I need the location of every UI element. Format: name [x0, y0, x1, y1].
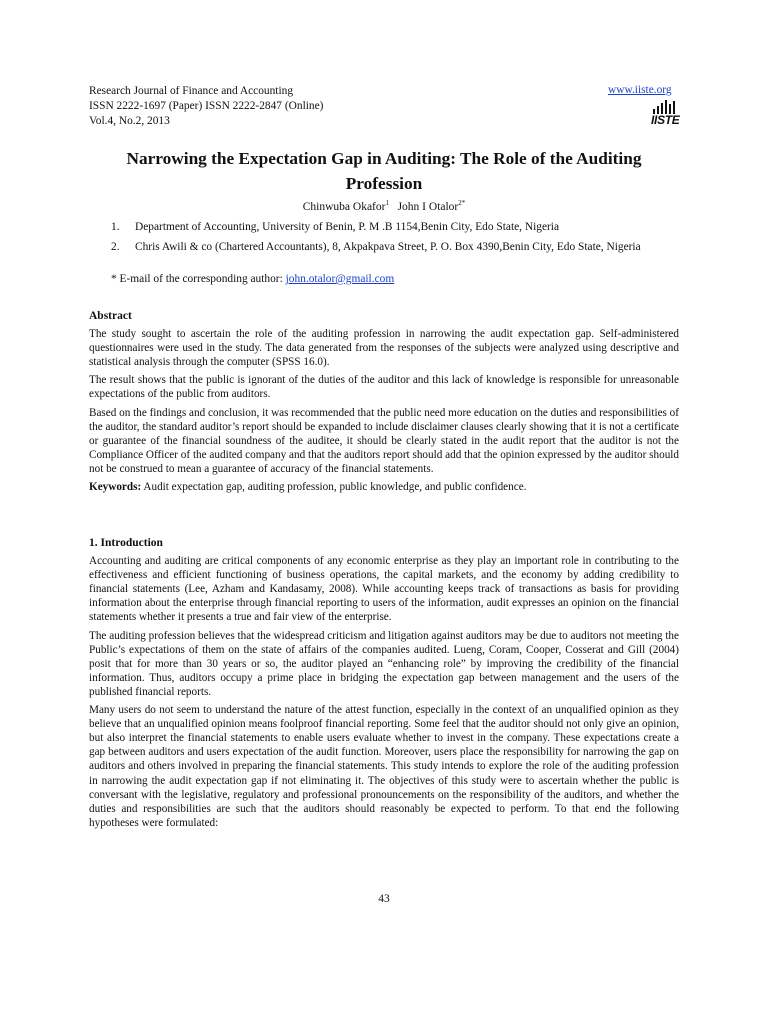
- journal-url-link[interactable]: www.iiste.org: [608, 84, 672, 96]
- logo-bars-icon: [653, 100, 679, 114]
- abstract-paragraph-3: Based on the findings and conclusion, it was recommended that the public need more education on the duties and responsibilities of the auditor, the standard auditor’s report should be expanded to include disclaimer clauses clearly showing that it is not a certificate or guarantee of the financial soundness of the auditee, it should be clearly stated in the audit report that the auditor is not the Compliance Officer of the audited company and that the auditors report should add that the opinion expressed by the auditor should not be construed to mean a guarantee of accuracy of the financial statements.: [89, 406, 679, 475]
- affiliation-1: [111, 220, 679, 234]
- affiliation-text: Department of Accounting, University of Benin, P. M .B 1154,Benin City, Edo State, Nigeria: [135, 221, 560, 233]
- introduction-section: [89, 536, 679, 834]
- abstract-paragraph-2: The result shows that the public is ignorant of the duties of the auditor and this lack of knowledge is responsible for unreasonable expectations of the public from auditors.: [89, 374, 679, 401]
- author-line: [100, 199, 668, 213]
- abstract-paragraph-1: The study sought to ascertain the role of the auditing profession in narrowing the audit expectation gap. Self-administered questionnaires were used in the study. The data generated from the responses of the subjects were analyzed using descriptive and statistical analysis through the computer (SPSS 16.0).: [89, 328, 679, 369]
- keywords: [89, 480, 679, 494]
- author-1-sup: 1: [385, 199, 389, 207]
- journal-name: Research Journal of Finance and Accounting: [89, 85, 294, 97]
- iiste-logo: [651, 100, 679, 128]
- paper-title: Narrowing the Expectation Gap in Auditing: The Role of the Auditing Profession: [126, 149, 642, 193]
- corresponding-email: [111, 273, 394, 285]
- email-link[interactable]: john.otalor@gmail.com: [285, 273, 395, 285]
- abstract-heading: Abstract: [89, 310, 132, 322]
- journal-volume: Vol.4, No.2, 2013: [89, 115, 170, 127]
- introduction-heading: 1. Introduction: [89, 537, 163, 549]
- affiliation-number: 2.: [111, 241, 120, 253]
- author-2: John I Otalor: [397, 200, 459, 213]
- introduction-paragraph-3: Many users do not seem to understand the nature of the attest function, especially in the context of an unqualified opinion as they believe that an unqualified opinion means foolproof financial reporting. Some feel that the auditor should not only give an opinion, but also interpret the financial statements to enable users evaluate whether to invest in the company. These expectations create a gap between auditors and users expectation of the audit function. Moreover, users place the responsibility for narrowing the gap on auditors and others involved in preparing the financial statements. This study intends to explore the role of the auditing profession in narrowing the audit expectation gap if not eliminating it. The objectives of this study were to ascertain whether the public is conversant with the legislative, regulatory and professional pronouncements on the responsibility of the auditors, and whether the duties and responsibilities are such that the auditors should reasonably be expected to perform. To that end the following hypotheses were formulated:: [89, 704, 679, 829]
- logo-text: IISTE: [651, 113, 680, 127]
- keywords-text: Audit expectation gap, auditing profession, public knowledge, and public confidence.: [143, 481, 527, 494]
- journal-header: [89, 84, 323, 129]
- page-number: 43: [378, 893, 390, 905]
- introduction-paragraph-2: The auditing profession believes that the widespread criticism and litigation against auditors may be due to auditors not meeting the Public’s expectations of them on the state of affairs of the companies audited. Lueng, Coram, Cooper, Cosserat and Gill (2004) posit that for more than 30 years or so, the auditor played an “enhancing role” by improving the credibility of the financial information. Thus, auditors occupy a prime place in bridging the expectation gap between management and the users of the published financial reports.: [89, 629, 679, 698]
- affiliation-text: Chris Awili & co (Chartered Accountants), 8, Akpakpava Street, P. O. Box 4390,Benin City, Edo State, Nigeria: [135, 241, 641, 253]
- email-label: * E-mail of the corresponding author:: [111, 273, 283, 285]
- author-2-sup: 2*: [458, 199, 466, 207]
- introduction-paragraph-1: Accounting and auditing are critical components of any economic enterprise as they play an important role in contributing to the effectiveness and efficient functioning of business operations, the capital markets, and the economy by adding credibility to financial statements (Lee, Azham and Kandasamy, 2008). While accounting keeps track of transactions as basis for providing information about the enterprise through financial reporting to users of the information, audit expresses an opinion on the financial statements whether it presents a true and fair view of the enterprise.: [89, 555, 679, 624]
- keywords-label: Keywords:: [89, 481, 142, 494]
- affiliation-number: 1.: [111, 221, 120, 233]
- abstract-section: [89, 309, 679, 498]
- affiliation-2: [111, 240, 679, 254]
- author-1: Chinwuba Okafor: [302, 200, 386, 213]
- journal-issn: ISSN 2222-1697 (Paper) ISSN 2222-2847 (Online): [89, 100, 324, 112]
